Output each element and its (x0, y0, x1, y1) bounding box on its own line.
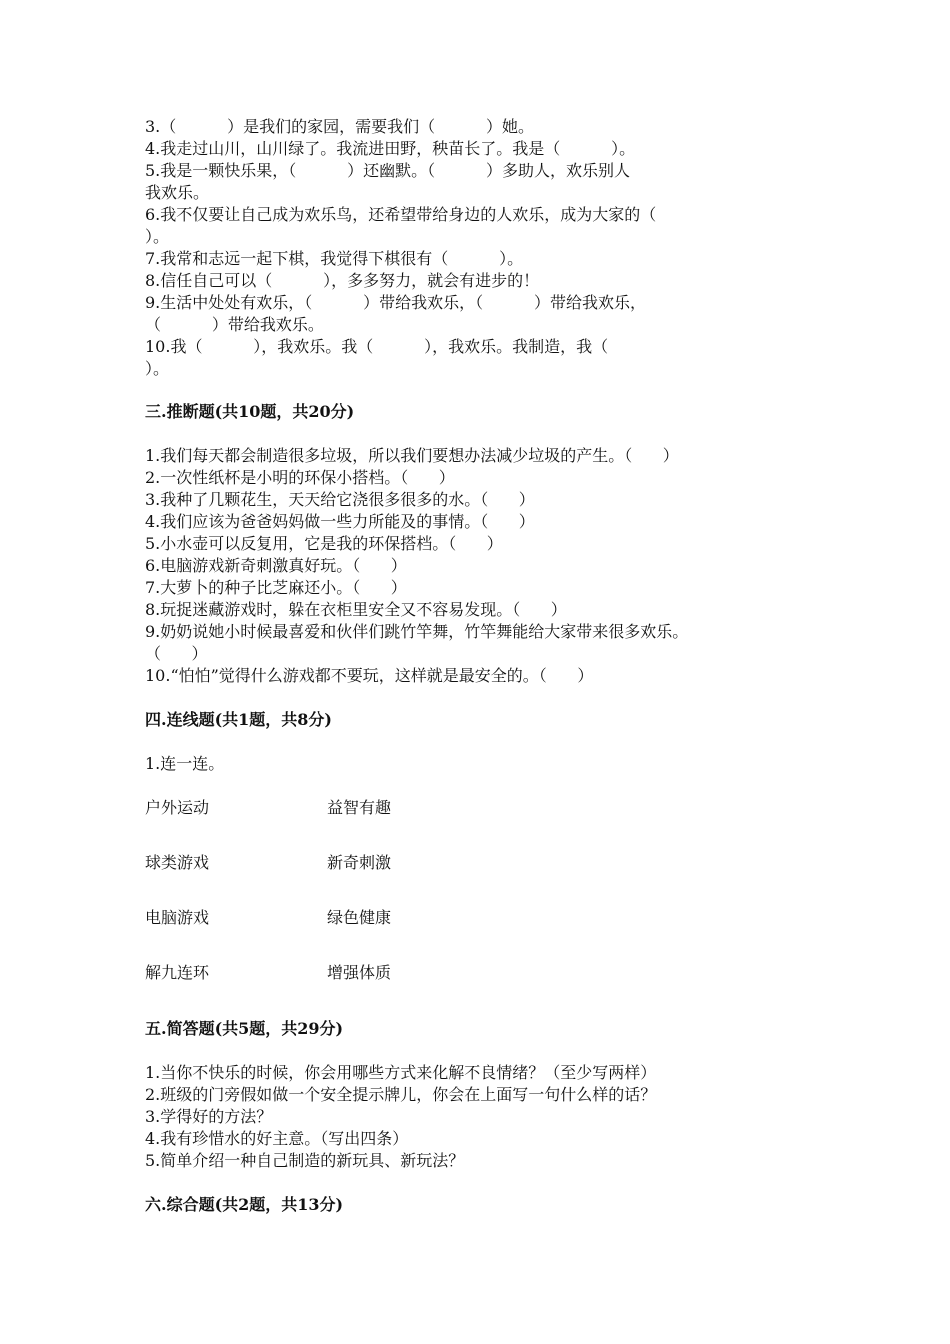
question-line: 3.（ ）是我们的家园，需要我们（ ）她。 (145, 117, 534, 136)
question-line: 8.信任自己可以（ ），多多努力，就会有进步的！ (145, 271, 540, 290)
question-line: 5.我是一颗快乐果，（ ）还幽默。（ ）多助人，欢乐别人 (145, 161, 630, 180)
question-line: 9.奶奶说她小时候最喜爱和伙伴们跳竹竿舞，竹竿舞能给大家带来很多欢乐。 (145, 622, 689, 641)
question-line: （ ） (145, 644, 208, 663)
question-line: 7.大萝卜的种子比芝麻还小。（ ） (145, 578, 407, 597)
match-left-item[interactable]: 户外运动 (145, 798, 210, 817)
match-left-item[interactable]: 解九连环 (145, 963, 210, 982)
question-line: 3.学得好的方法？ (145, 1107, 273, 1126)
match-right-item[interactable]: 新奇刺激 (327, 853, 392, 872)
section-title: 三.推断题(共10题，共20分) (145, 402, 355, 421)
question-line: 4.我走过山川，山川绿了。我流进田野，秧苗长了。我是（ ）。 (145, 139, 636, 158)
match-left-item[interactable]: 电脑游戏 (145, 908, 210, 927)
question-line: ）。 (145, 359, 170, 378)
question-line: 9.生活中处处有欢乐，（ ）带给我欢乐，（ ）带给我欢乐， (145, 293, 646, 312)
question-line: 3.我种了几颗花生，天天给它浇很多很多的水。（ ） (145, 490, 535, 509)
section-title: 四.连线题(共1题，共8分) (145, 710, 332, 729)
match-left-item[interactable]: 球类游戏 (145, 853, 210, 872)
question-line: 1.当你不快乐的时候，你会用哪些方式来化解不良情绪？（至少写两样） (145, 1063, 657, 1082)
match-right-item[interactable]: 益智有趣 (327, 798, 392, 817)
question-line: 我欢乐。 (145, 183, 210, 202)
question-line: 5.小水壶可以反复用，它是我的环保搭档。（ ） (145, 534, 503, 553)
question-line: 10.我（ ），我欢乐。我（ ），我欢乐。我制造，我（ (145, 337, 609, 356)
question-line: 7.我常和志远一起下棋，我觉得下棋很有（ ）。 (145, 249, 524, 268)
question-line: 10.“怕怕”觉得什么游戏都不要玩，这样就是最安全的。（ ） (145, 666, 594, 685)
match-right-item[interactable]: 绿色健康 (327, 908, 392, 927)
section-title: 六.综合题(共2题，共13分) (145, 1195, 344, 1214)
question-line: ）。 (145, 227, 170, 246)
question-line: 4.我们应该为爸爸妈妈做一些力所能及的事情。（ ） (145, 512, 535, 531)
question-line: 8.玩捉迷藏游戏时，躲在衣柜里安全又不容易发现。（ ） (145, 600, 567, 619)
match-right-item[interactable]: 增强体质 (327, 963, 392, 982)
question-line: 6.电脑游戏新奇刺激真好玩。（ ） (145, 556, 407, 575)
question-line: 5.简单介绍一种自己制造的新玩具、新玩法？ (145, 1151, 465, 1170)
question-line: 1.连一连。 (145, 754, 225, 773)
question-line: 2.一次性纸杯是小明的环保小搭档。（ ） (145, 468, 455, 487)
question-line: 4.我有珍惜水的好主意。（写出四条） (145, 1129, 409, 1148)
question-line: 1.我们每天都会制造很多垃圾，所以我们要想办法减少垃圾的产生。（ ） (145, 446, 679, 465)
question-line: 2.班级的门旁假如做一个安全提示牌儿，你会在上面写一句什么样的话？ (145, 1085, 657, 1104)
section-title: 五.简答题(共5题，共29分) (145, 1019, 344, 1038)
question-line: （ ）带给我欢乐。 (145, 315, 324, 334)
question-line: 6.我不仅要让自己成为欢乐鸟，还希望带给身边的人欢乐，成为大家的（ (145, 205, 657, 224)
